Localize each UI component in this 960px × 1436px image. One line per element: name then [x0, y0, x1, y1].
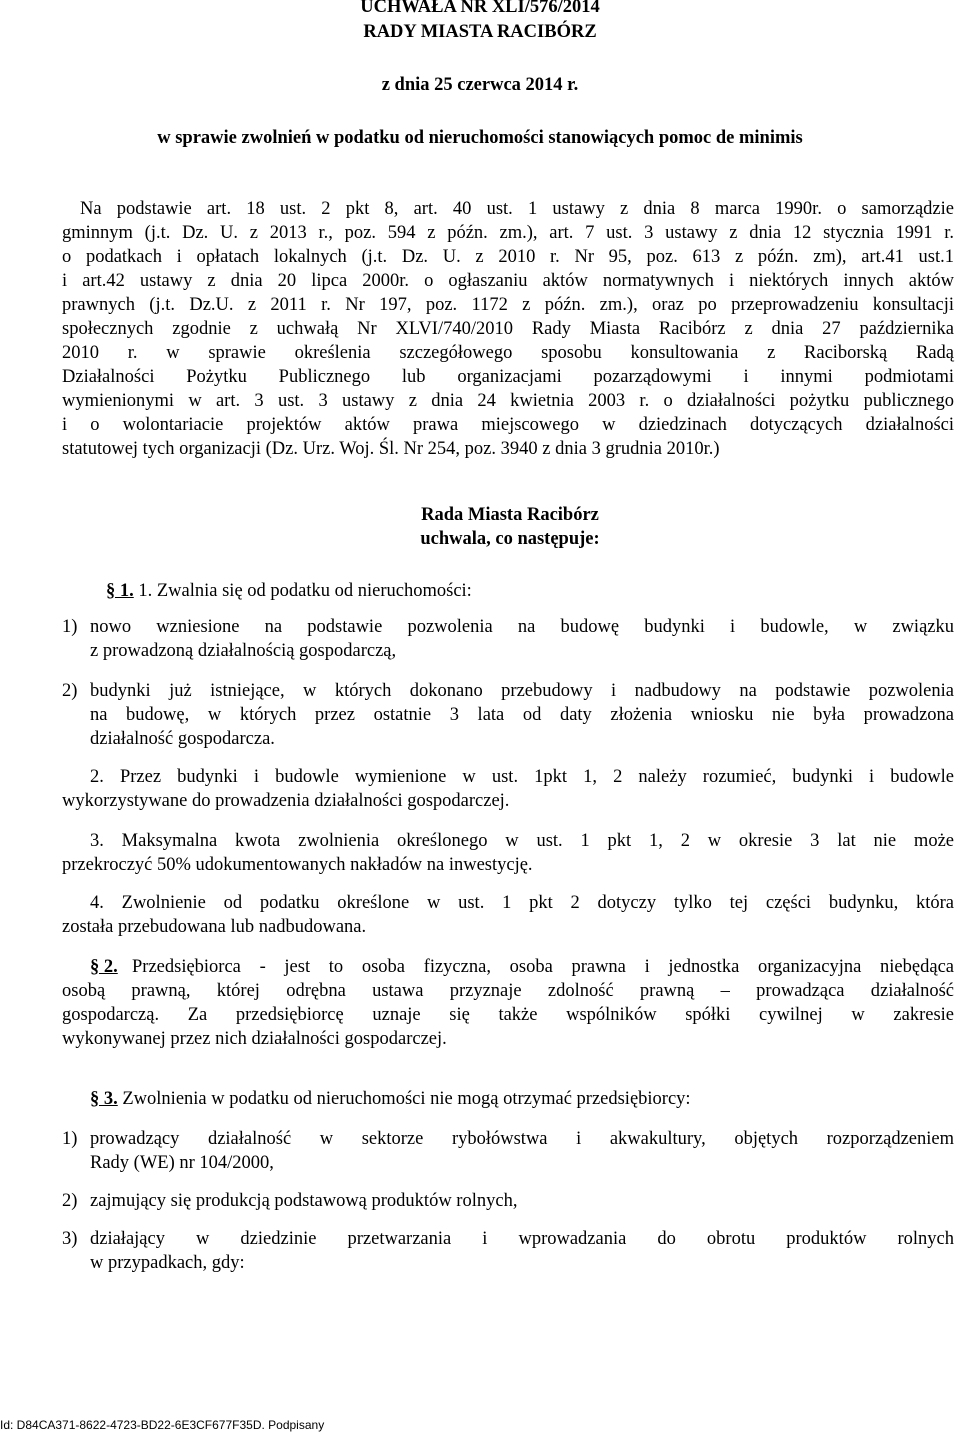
section1-p3-line2: przekroczyć 50% udokumentowanych nakładów na inwestycję. [62, 855, 533, 875]
section1-item2-line2: na budowę, w których przez ostatnie 3 lata od daty złożenia wniosku nie była prowadzona [90, 705, 954, 725]
section3-item3-line2: w przypadkach, gdy: [90, 1253, 245, 1273]
section2-line4: wykonywanej przez nich działalności gospodarczej. [62, 1029, 447, 1049]
section3-item2-num: 2) [62, 1191, 78, 1211]
preamble-line: o podatkach i opłatach lokalnych (j.t. Dz. U. z 2010 r. Nr 95, poz. 613 z późn. zm), art.41 ust.1 [62, 247, 954, 267]
section2-marker: § 2. [90, 957, 118, 977]
section2-line3: gospodarczą. Za przedsiębiorcę uznaje się także wspólników spółki cywilnej w zakresie [62, 1005, 954, 1025]
section3-item1-num: 1) [62, 1129, 78, 1149]
section1-p4-line1: 4. Zwolnienie od podatku określone w ust. 1 pkt 2 dotyczy tylko tej części budynku, która [90, 893, 954, 913]
document-title-line2: RADY MIASTA RACIBÓRZ [363, 22, 597, 42]
preamble-line: Działalności Pożytku Publicznego lub organizacjami pozarządowymi i innymi podmiotami [62, 367, 954, 387]
section1-p4-line2: została przebudowana lub nadbudowana. [62, 917, 367, 937]
document-id-footer: Id: D84CA371-8622-4723-BD22-6E3CF677F35D. Podpisany [0, 1418, 325, 1432]
preamble-line: wymienionymi w art. 3 ust. 3 ustawy z dnia 24 kwietnia 2003 r. o działalności pożytku publicznego [62, 391, 954, 411]
preamble-line: Na podstawie art. 18 ust. 2 pkt 8, art. 40 ust. 1 ustawy z dnia 8 marca 1990r. o samorządzie [80, 199, 954, 219]
preamble-line: i o wolontariacie projektów aktów prawa miejscowego w dziedzinach dotyczących działalności [62, 415, 954, 435]
preamble-line: społecznych zgodnie z uchwałą Nr XLVI/740/2010 Rady Miasta Racibórz z dnia 27 października [62, 319, 954, 339]
document-title-line1: UCHWAŁA NR XLI/576/2014 [360, 0, 600, 17]
preamble-line: i art.42 ustawy z dnia 20 lipca 2000r. o ogłaszaniu aktów normatywnych i niektórych innych aktów [62, 271, 954, 291]
section3-item3-num: 3) [62, 1229, 78, 1249]
section3-intro: Zwolnienia w podatku od nieruchomości nie mogą otrzymać przedsiębiorcy: [122, 1089, 691, 1109]
section2-line1: Przedsiębiorca - jest to osoba fizyczna, osoba prawna i jednostka organizacyjna niebędąca [132, 957, 954, 977]
section3-item3-line1: działający w dziedzinie przetwarzania i wprowadzania do obrotu produktów rolnych [90, 1229, 954, 1249]
section1-item2-line3: działalność gospodarcza. [90, 729, 275, 749]
document-date: z dnia 25 czerwca 2014 r. [381, 75, 579, 95]
section1-marker: § 1. [106, 581, 134, 601]
council-name: Rada Miasta Racibórz [421, 505, 599, 525]
section1-p2-line1: 2. Przez budynki i budowle wymienione w ust. 1pkt 1, 2 należy rozumieć, budynki i budowle [90, 767, 954, 787]
preamble-line: statutowej tych organizacji (Dz. Urz. Woj. Śl. Nr 254, poz. 3940 z dnia 3 grudnia 2010r.) [62, 439, 720, 459]
preamble-line: prawnych (j.t. Dz.U. z 2011 r. Nr 197, poz. 1172 z późn. zm.), oraz po przeprowadzeniu konsultacji [62, 295, 954, 315]
section3-item2-line1: zajmujący się produkcją podstawową produktów rolnych, [90, 1191, 518, 1211]
section1-intro: 1. Zwalnia się od podatku od nieruchomości: [138, 581, 472, 601]
section1-item2-line1: budynki już istniejące, w których dokonano przebudowy i nadbudowy na podstawie pozwolenia [90, 681, 954, 701]
section3-marker: § 3. [90, 1089, 118, 1109]
section1-item1-line1: nowo wzniesione na podstawie pozwolenia na budowę budynki i budowle, w związku [90, 617, 954, 637]
resolves-heading: uchwala, co następuje: [420, 529, 600, 549]
document-subject: w sprawie zwolnień w podatku od nieruchomości stanowiących pomoc de minimis [157, 128, 803, 148]
section1-p2-line2: wykorzystywane do prowadzenia działalności gospodarczej. [62, 791, 510, 811]
preamble-line: 2010 r. w sprawie określenia szczegółowego sposobu konsultowania z Raciborską Radą [62, 343, 954, 363]
section1-item2-num: 2) [62, 681, 78, 701]
section3-item1-line2: Rady (WE) nr 104/2000, [90, 1153, 274, 1173]
section1-item1-line2: z prowadzoną działalnością gospodarczą, [90, 641, 397, 661]
preamble-line: gminnym (j.t. Dz. U. z 2013 r., poz. 594 z późn. zm.), art. 7 ust. 3 ustawy z dnia 12 stycznia 1991 r. [62, 223, 954, 243]
section1-item1-num: 1) [62, 617, 78, 637]
section1-p3-line1: 3. Maksymalna kwota zwolnienia określonego w ust. 1 pkt 1, 2 w okresie 3 lat nie może [90, 831, 954, 851]
section2-line2: osobą prawną, której odrębna ustawa przyznaje zdolność prawną – prowadząca działalność [62, 981, 954, 1001]
section3-item1-line1: prowadzący działalność w sektorze rybołówstwa i akwakultury, objętych rozporządzeniem [90, 1129, 954, 1149]
